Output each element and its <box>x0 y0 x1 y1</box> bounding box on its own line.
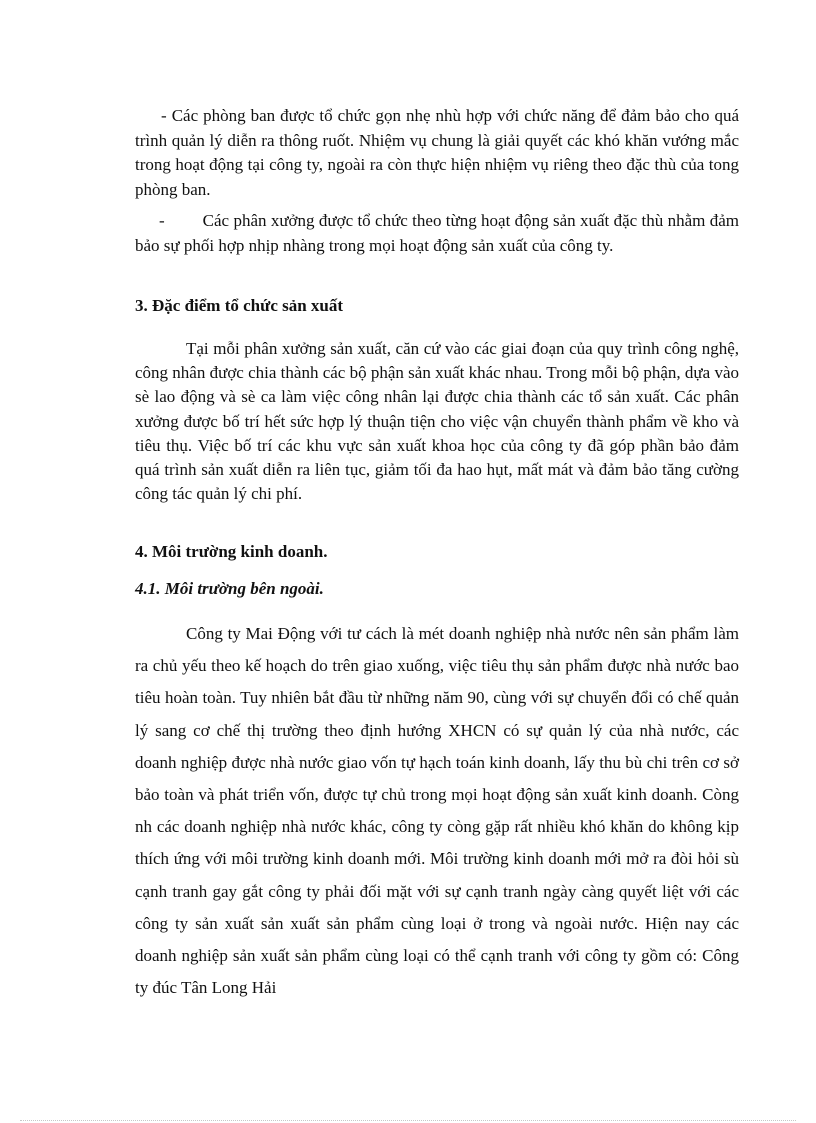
paragraph-departments <box>135 104 739 202</box>
paragraph-production-organization: Tại mỗi phân xưởng sản xuất, căn cứ vào các giai đoạn của quy trình công nghệ, công nhân được chia thành các bộ phận sản xuất khác nhau. Trong mỗi bộ phận, dựa vào sè lao động và sè ca làm việc công nhân lại được chia thành các tổ sản xuất. Các phân xưởng được bố trí hết sức hợp lý thuận tiện cho việc vận chuyển thành phẩm về kho và tiêu thụ. Việc bố trí các khu vực sản xuất khoa học của công ty đã góp phần bảo đảm quá trình sản xuất diễn ra liên tục, giảm tối đa hao hụt, mất mát và đảm bảo tăng cường công tác quản lý chi phí. <box>135 339 739 504</box>
page-bottom-divider <box>20 1120 796 1121</box>
section-heading-4: 4. Môi trường kinh doanh. <box>135 542 328 561</box>
paragraph-workshops <box>135 209 739 258</box>
bullet-dash: - <box>159 211 165 230</box>
paragraph-text: Các phòng ban được tổ chức gọn nhẹ nhù hợp với chức năng để đảm bảo cho quá trình quản lý diễn ra thông ruốt. Nhiệm vụ chung là giải quyết các khó khăn vướng mắc trong hoạt động tại công ty, ngoài ra còn thực hiện nhiệm vụ riêng theo đặc thù của tong phòng ban. <box>135 106 740 199</box>
section-heading-3: 3. Đặc điểm tổ chức sản xuất <box>135 296 344 315</box>
paragraph-text: Các phân xưởng được tổ chức theo từng hoạt động sản xuất đặc thù nhằm đảm bảo sự phối hợp nhịp nhàng trong mọi hoạt động sản xuất của công ty. <box>135 211 739 255</box>
subsection-heading-4-1: 4.1. Môi trường bên ngoài. <box>135 579 324 598</box>
bullet-dash: - <box>161 106 167 125</box>
paragraph-external-environment: Công ty Mai Động với tư cách là mét doanh nghiệp nhà nước nên sản phẩm làm ra chủ yếu theo kế hoạch do trên giao xuống, việc tiêu thụ sản phẩm được nhà nước bao tiêu hoàn toàn. Tuy nhiên bắt đầu từ những năm 90, cùng với sự chuyển đổi có chế quản lý sang cơ chế thị trường theo định hướng XHCN có sự quản lý của nhà nước, các doanh nghiệp được nhà nước giao vốn tự hạch toán kinh doanh, lấy thu bù chi trên cơ sở bảo toàn và phát triển vốn, được tự chủ trong mọi hoạt động sản xuất kinh doanh. Còng nh các doanh nghiệp nhà nước khác, công ty còng gặp rất nhiều khó khăn do không kịp thích ứng với môi trường kinh doanh mới. Môi trường kinh doanh mới mở ra đòi hỏi sù cạnh tranh gay gắt công ty phải đối mặt với sự cạnh tranh ngày càng quyết liệt với các công ty sản xuất sản xuất sản phẩm cùng loại ở trong và ngoài nước. Hiện nay các doanh nghiệp sản xuất sản phẩm cùng loại có thể cạnh tranh với công ty gồm có: Công ty đúc Tân Long Hải <box>135 624 739 998</box>
